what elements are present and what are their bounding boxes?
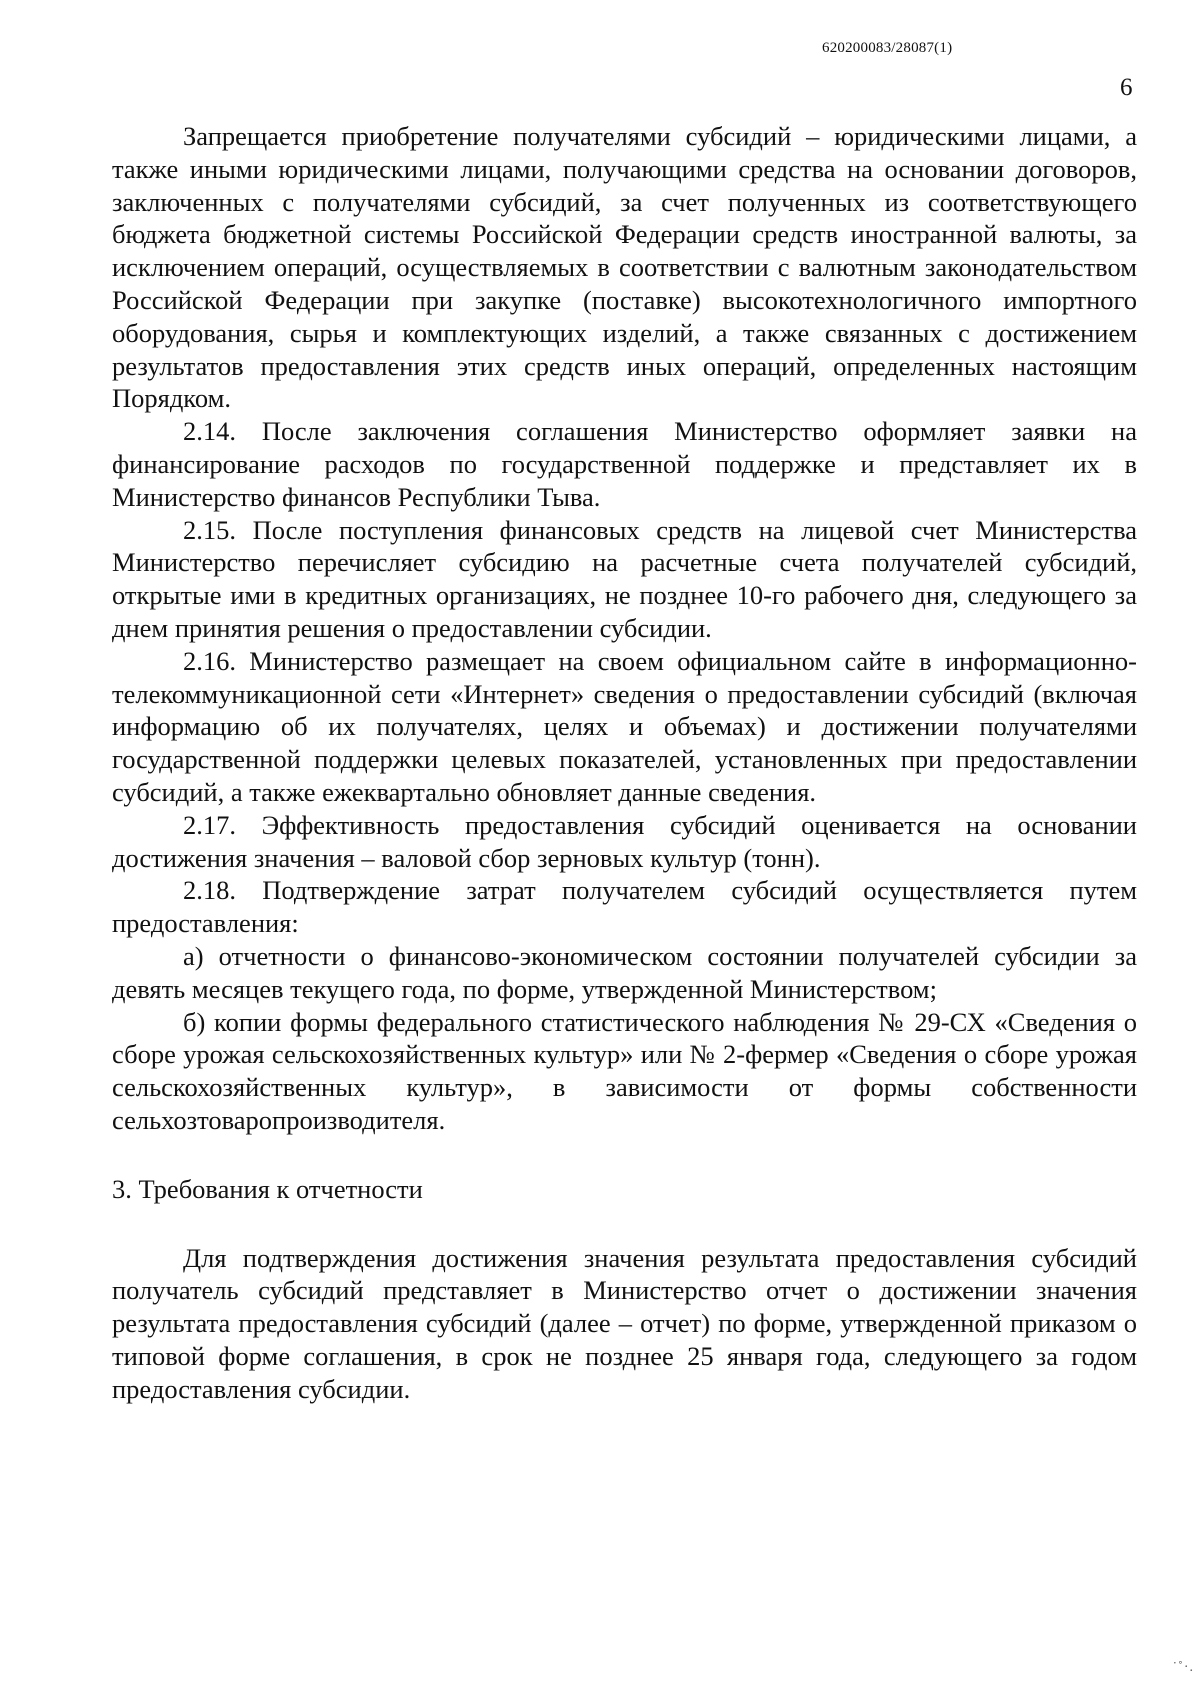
document-body [112,120,1137,1405]
paragraph-2-15: 2.15. После поступления финансовых средств на лицевой счет Министерства Министерство перечисляет субсидию на расчетные счета получателей субсидий, открытые ими в кредитных организациях, не позднее 10-го рабочего дня, следующего за днем принятия решения о предоставлении субсидии. [112,514,1137,643]
paragraph-section-3: Для подтверждения достижения значения результата предоставления субсидий получатель субсидий представляет в Министерство отчет о достижении значения результата предоставления субсидий (далее – отчет) по форме, утвержденной приказом о типовой форме соглашения, в срок не позднее 25 января года, следующего за годом предоставления субсидии. [112,1242,1137,1404]
paragraph-2-18-b: б) копии формы федерального статистического наблюдения № 29-СХ «Сведения о сборе урожая сельскохозяйственных культур» или № 2-фермер «Сведения о сборе урожая сельскохозяйственных культур», в зависимости от формы собственности сельхозтоваропроизводителя. [112,1006,1137,1135]
corner-stamp-mark: ˙˚·. [1172,1660,1194,1675]
paragraph-2-14: 2.14. После заключения соглашения Министерство оформляет заявки на финансирование расходов по государственной поддержке и представляет их в Министерство финансов Республики Тыва. [112,416,1137,512]
paragraph-2-17: 2.17. Эффективность предоставления субсидий оценивается на основании достижения значения – валовой сбор зерновых культур (тонн). [112,809,1137,873]
section-3-heading: 3. Требования к отчетности [112,1173,423,1204]
paragraph-2-18-a: а) отчетности о финансово-экономическом состоянии получателей субсидии за девять месяцев текущего года, по форме, утвержденной Министерством; [112,940,1137,1004]
paragraph-2-18: 2.18. Подтверждение затрат получателем субсидий осуществляется путем предоставления: [112,875,1137,939]
paragraph-currency-prohibition: Запрещается приобретение получателями субсидий – юридическими лицами, а также иными юридическими лицами, получающими средства на основании договоров, заключенных с получателями субсидий, за счет полученных из соответствующего бюджета бюджетной системы Российской Федерации средств иностранной валюты, за исключением операций, осуществляемых в соответствии с валютным законодательством Российской Федерации при закупке (поставке) высокотехнологичного импортного оборудования, сырья и комплектующих изделий, а также связанных с достижением результатов предоставления этих средств иных операций, определенных настоящим Порядком. [112,121,1137,414]
page-number: 6 [1120,74,1133,101]
document-code: 620200083/28087(1) [822,40,953,56]
paragraph-2-16: 2.16. Министерство размещает на своем официальном сайте в информационно-телекоммуникационной сети «Интернет» сведения о предоставлении субсидий (включая информацию об их получателях, целях и объемах) и достижении получателями государственной поддержки целевых показателей, установленных при предоставлении субсидий, а также ежеквартально обновляет данные сведения. [112,645,1137,807]
